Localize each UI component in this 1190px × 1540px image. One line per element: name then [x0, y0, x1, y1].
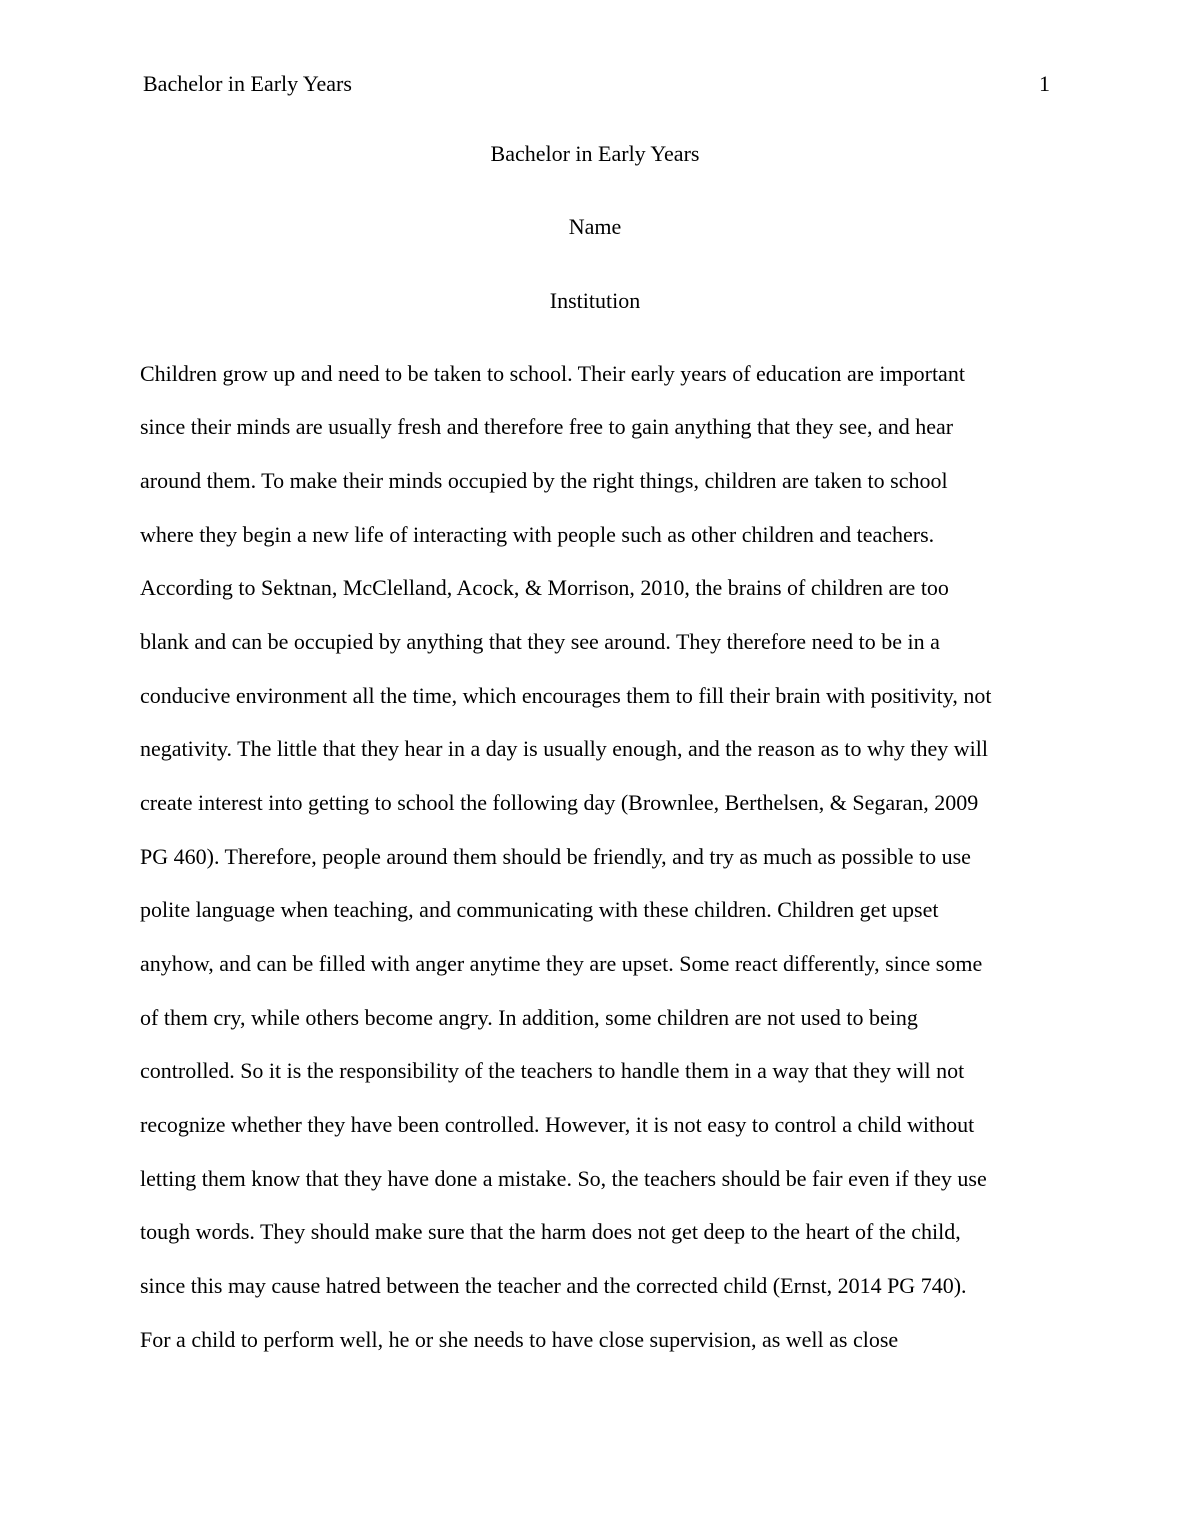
body-line: since this may cause hatred between the teacher and the corrected child (Ernst, 2014 PG 740). [140, 1273, 967, 1298]
body-line: negativity. The little that they hear in a day is usually enough, and the reason as to why they will [140, 736, 989, 761]
body-line: conducive environment all the time, which encourages them to fill their brain with positivity, not [140, 683, 992, 708]
institution-name: Institution [549, 288, 641, 313]
body-line: where they begin a new life of interacting with people such as other children and teachers. [140, 522, 935, 547]
running-head: Bachelor in Early Years [143, 71, 352, 96]
body-line: polite language when teaching, and communicating with these children. Children get upset [140, 897, 939, 922]
body-line: letting them know that they have done a mistake. So, the teachers should be fair even if they use [140, 1166, 987, 1191]
body-line: controlled. So it is the responsibility of the teachers to handle them in a way that they will not [140, 1058, 965, 1083]
body-line: around them. To make their minds occupied by the right things, children are taken to school [140, 468, 948, 493]
body-line: create interest into getting to school the following day (Brownlee, Berthelsen, & Segaran, 2009 [140, 790, 979, 815]
body-line: tough words. They should make sure that the harm does not get deep to the heart of the child, [140, 1219, 961, 1244]
body-line: blank and can be occupied by anything that they see around. They therefore need to be in a [140, 629, 940, 654]
body-line: PG 460). Therefore, people around them should be friendly, and try as much as possible to use [140, 844, 971, 869]
body-line: For a child to perform well, he or she needs to have close supervision, as well as close [140, 1327, 899, 1352]
body-line: anyhow, and can be filled with anger anytime they are upset. Some react differently, since some [140, 951, 983, 976]
body-line: According to Sektnan, McClelland, Acock, & Morrison, 2010, the brains of children are too [140, 575, 949, 600]
body-line: recognize whether they have been controlled. However, it is not easy to control a child without [140, 1112, 975, 1137]
body-line: since their minds are usually fresh and therefore free to gain anything that they see, and hear [140, 414, 954, 439]
body-line: Children grow up and need to be taken to school. Their early years of education are important [140, 361, 965, 386]
paper-title: Bachelor in Early Years [490, 141, 700, 166]
author-name: Name [568, 214, 622, 239]
body-line: of them cry, while others become angry. In addition, some children are not used to being [140, 1005, 918, 1030]
page-number: 1 [1039, 71, 1050, 96]
